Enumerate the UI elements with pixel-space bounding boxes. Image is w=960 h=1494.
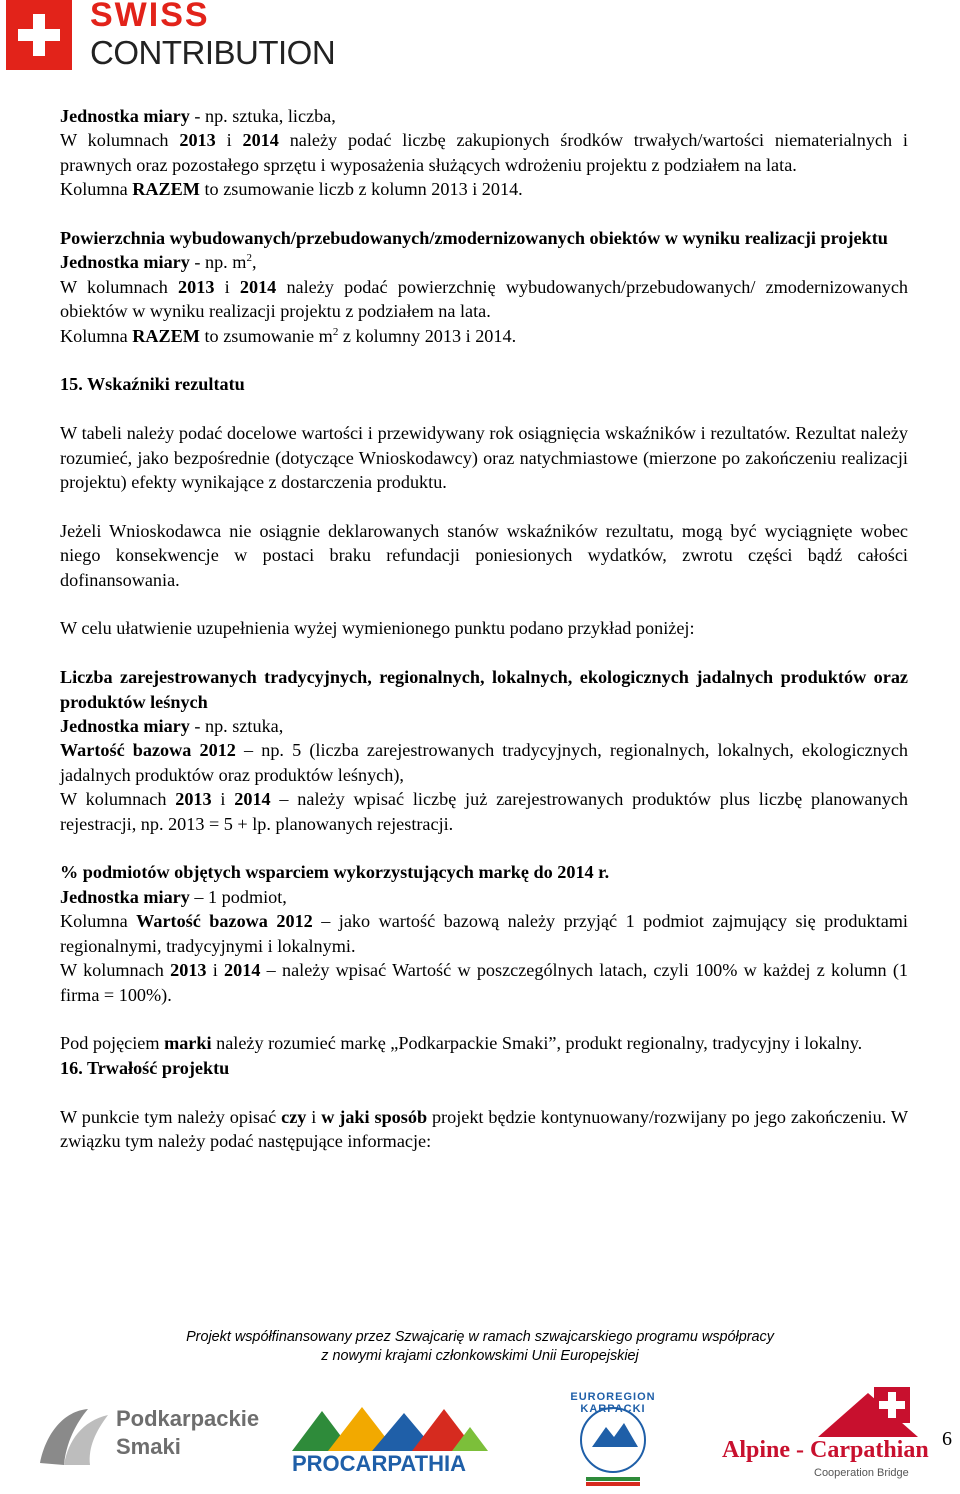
euroregion-karpacki-logo [548,1385,678,1489]
partner-logos [0,1375,960,1490]
paragraph-marka: Pod pojęciem marki należy rozumieć markę „Podkarpackie Smaki”, produkt regionalny, tradycyjny i lokalny. [60,1033,863,1054]
paragraph-section-15-2: Jeżeli Wnioskodawca nie osiągnie deklarowanych stanów wskaźników rezultatu, mogą być wyciągnięte wobec niego konsekwencje w postaci braku refundacji poniesionych wydatków, zwrotu części bądź całości dofinansowania. [60,520,908,590]
document-body [60,104,908,1153]
paragraph-section-15-1: W tabeli należy podać docelowe wartości i przewidywany rok osiągnięcia wskaźników i rezultatów. Rezultat należy rozumieć, jako bezpośrednie (dotyczące Wnioskodawcy) oraz natychmiastowe (mierzone po zakończeniu realizacji projektu) efekty wynikające z dostarczenia produktu. [60,423,908,493]
paragraph-section-15-3: W celu ułatwienie uzupełnienia wyżej wymienionego punktu podano przykład poniżej: [60,618,695,639]
paragraph-unit-1: Jednostka miary - np. sztuka, liczba, W kolumnach 2013 i 2014 należy podać liczbę zakupionych środków trwałych/wartości niematerialnych i prawnych oraz pozostałego sprzętu i wyposażenia służących wdrożeniu projektu z podziałem na lata. Kolumna RAZEM to zsumowanie liczb z kolumn 2013 i 2014. [60,106,908,200]
logo-contribution-text: CONTRIBUTION [90,34,336,71]
paragraph-example-1: Jednostka miary - np. sztuka, Wartość bazowa 2012 – np. 5 (liczba zarejestrowanych tradycyjnych, regionalnych, lokalnych, ekologicznych jadalnych produktów oraz produktów leśnych), W kolumnach 2013 i 2014 – należy wpisać liczbę już zarejestrowanych produktów plus liczbę planowanych rejestracji, np. 2013 = 5 + lp. planowanych rejestracji. [60,716,908,834]
heading-section-15: 15. Wskaźniki rezultatu [60,374,245,395]
page-number: 6 [942,1428,952,1450]
paragraph-example-2: Jednostka miary – 1 podmiot, Kolumna Wartość bazowa 2012 – jako wartość bazową należy przyjąć 1 podmiot zajmujący się produktami regionalnymi, tradycyjnymi i lokalnymi. W kolumnach 2013 i 2014 – należy wpisać Wartość w poszczególnych latach, czyli 100% w każdej z kolumn (1 firma = 100%). [60,886,908,1005]
alpine-carpathian-text: Alpine - Carpathian [722,1437,929,1463]
heading-example-2: % podmiotów objętych wsparciem wykorzystujących markę do 2014 r. [60,862,610,883]
paragraph-section-16: W punkcie tym należy opisać czy i w jaki sposób projekt będzie kontynuowany/rozwijany po jego zakończeniu. W związku tym należy podać następujące informacje: [60,1106,908,1151]
mountains-icon [292,1405,488,1451]
footer-cofinancing-note [0,1328,960,1366]
logo-swiss-text: SWISS [90,0,210,34]
alpine-carpathian-subtext: Cooperation Bridge [814,1467,909,1479]
footer-line-2: z nowymi krajami członkowskimi Unii Europejskiej [321,1348,639,1364]
heading-example-1: Liczba zarejestrowanych tradycyjnych, regionalnych, lokalnych, ekologicznych jadalnych produktów oraz produktów leśnych [60,667,908,712]
heading-section-16: 16. Trwałość projektu [60,1057,230,1078]
alpine-cross-mountain-icon [718,1379,938,1439]
podkarpackie-emblem-icon [36,1403,116,1469]
heading-powierzchnia: Powierzchnia wybudowanych/przebudowanych/zmodernizowanych obiektów w wyniku realizacji projektu [60,228,888,249]
swiss-flag-icon [6,0,72,70]
paragraph-unit-2: Jednostka miary - np. $m^2$, W kolumnach 2013 i 2014 należy podać powierzchnię wybudowanych/przebudowanych/ zmodernizowanych obiektów w wyniku realizacji projektu z podziałem na lata. Kolumna RAZEM to zsumowanie $m^2$ z kolumny 2013 i 2014. [60,252,908,346]
podkarpackie-smaki-logo [36,1403,266,1473]
podkarpackie-smaki-text: Podkarpackie Smaki [116,1406,260,1459]
procarpathia-logo [292,1405,492,1477]
procarpathia-text: PROCARPATHIA [292,1451,466,1476]
alpine-carpathian-logo [718,1379,938,1489]
footer-line-1: Projekt współfinansowany przez Szwajcarię w ramach szwajcarskiego programu współpracy [186,1329,774,1345]
swiss-contribution-logo [0,0,360,90]
euroregion-text: EUROREGION KARPACKI [570,1391,656,1415]
